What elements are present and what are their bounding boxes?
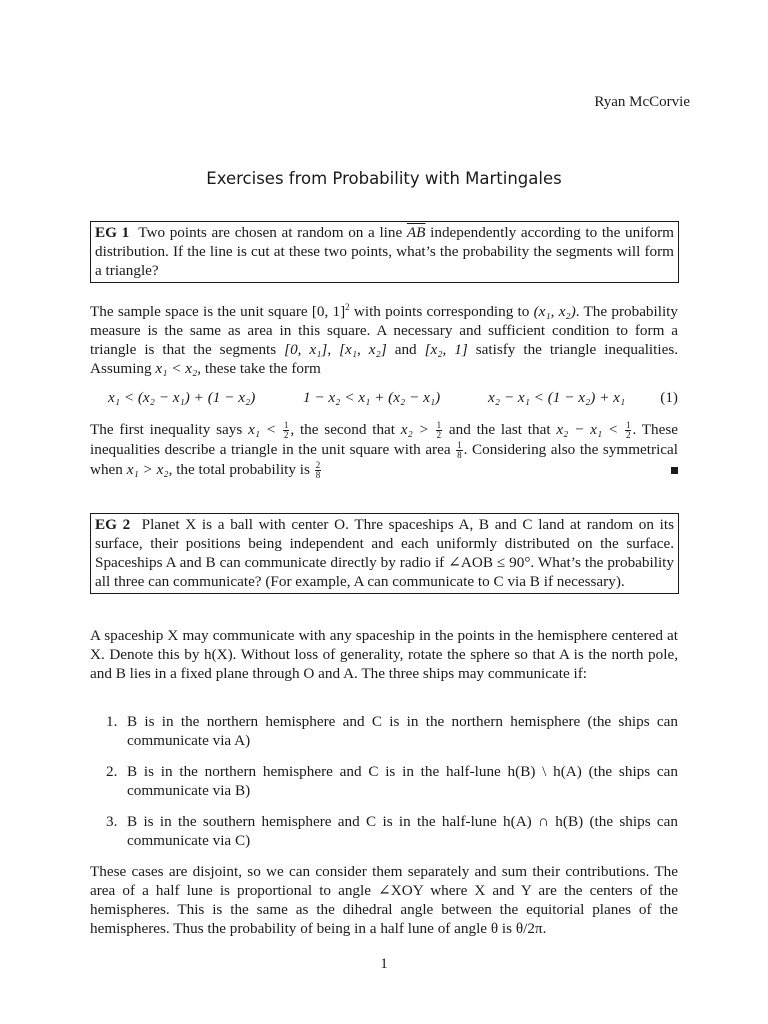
exercise-2-label: EG 2	[95, 516, 131, 533]
document-title: Exercises from Probability with Martingales	[206, 169, 562, 188]
fraction: $\frac{1}{8}$	[457, 440, 462, 461]
text-run: The sample space is the unit square	[90, 303, 312, 321]
list-item	[90, 812, 678, 850]
math-run: [0, x₁]	[284, 341, 328, 359]
inequality-1: x₁ < (x₂ − x₁) + (1 − x₂)	[108, 389, 256, 406]
text-run: , the second that	[290, 421, 401, 438]
math-run: x₂ − x₁ <	[556, 421, 619, 438]
math-run: [x₁, x₂]	[339, 341, 387, 359]
list-item-text: B is in the northern hemisphere and C is in the northern hemisphere (the ships can communicate via A)	[127, 713, 678, 749]
text-run: and	[386, 341, 425, 359]
solution-2-paragraph-2: These cases are disjoint, so we can consider them separately and sum their contributions. The area of a half lune is proportional to angle ∠XOY where X and Y are the centers of the hemispheres. This is the same as the dihedral angle between the equitorial planes of the hemispheres. Thus the probability of being in a half lune of angle θ is θ/2π.	[90, 863, 678, 937]
text-run: The first inequality says	[90, 421, 249, 438]
math-run: x₁ <	[248, 421, 277, 438]
math-run: [x₂, 1]	[424, 341, 468, 359]
math-run: [0, 1]	[311, 303, 346, 321]
list-item	[90, 762, 678, 800]
text-run: satisfy the triangle inequalities. Assuming	[90, 341, 679, 378]
list-item	[90, 712, 678, 750]
author-name: Ryan McCorvie	[594, 94, 690, 110]
solution-2-paragraph-1: A spaceship X may communicate with any spaceship in the points in the hemisphere centered at X. Denote this by h(X). Without loss of generality, rotate the sphere so that A is the north pole, and B lies in a fixed plane through O and A. The three ships may communicate if:	[90, 627, 678, 682]
inequality-3: x₂ − x₁ < (1 − x₂) + x₁	[488, 389, 626, 406]
case-list	[90, 712, 678, 862]
text-run: , these take the form	[197, 360, 321, 378]
text-run: and the last that	[443, 421, 557, 438]
page-number: 1	[380, 956, 388, 972]
text-run: , the total probability is	[168, 461, 314, 479]
text-run: ,	[327, 341, 340, 359]
solution-1-paragraph-1	[90, 298, 678, 378]
math-run: (x₁, x₂)	[533, 303, 576, 321]
exercise-1-line-name: $\overline{AB}$	[406, 224, 426, 241]
inequality-2: 1 − x₂ < x₁ + (x₂ − x₁)	[303, 389, 441, 406]
fraction: $\frac{1}{2}$	[283, 420, 289, 441]
math-run: x₁ < x₂	[155, 360, 198, 378]
text-run: . Considering also the symmetrical when	[90, 441, 678, 479]
equation-number: (1)	[660, 389, 678, 406]
exercise-1-text-a: Two points are chosen at random on a line	[138, 224, 407, 241]
math-run: x₂ >	[400, 421, 429, 438]
equation-1	[90, 388, 678, 408]
text-run: . The probability measure is the same as area in this square. A necessary and sufficient condition to form a triangle is that the segments	[90, 303, 678, 359]
exercise-1-text-b: independently according to the uniform distribution. If the line is cut at these two points, what’s the probability the segments will form a triangle?	[95, 224, 674, 279]
fraction: $\frac{2}{8}$	[315, 460, 321, 481]
solution-1-paragraph-2	[90, 420, 678, 480]
exercise-1-box	[90, 221, 679, 283]
fraction: $\frac{1}{2}$	[625, 420, 631, 441]
fraction: $\frac{1}{2}$	[436, 420, 442, 441]
exercise-1-label: EG 1	[95, 224, 130, 241]
math-run: x₁ > x₂	[126, 461, 169, 479]
list-item-number: 3.	[106, 813, 118, 830]
list-item-number: 1.	[106, 713, 118, 730]
exercise-2-text: Planet X is a ball with center O. Thre spaceships A, B and C land at random on its surface, their positions being independent and each uniformly distributed on the surface. Spaceships A and B can communicate directly by radio if ∠AOB ≤ 90°. What’s the probability all three can communicate? (For example, A can communicate to C via B if necessary).	[95, 516, 675, 590]
text-run: with points corresponding to	[349, 303, 534, 321]
math-superscript: 2	[345, 302, 350, 312]
list-item-number: 2.	[106, 763, 118, 780]
qed-square-icon	[671, 467, 678, 474]
text-run: . These inequalities describe a triangle in the unit square with area	[90, 421, 679, 459]
list-item-text: B is in the southern hemisphere and C is in the half-lune h(A) ∩ h(B) (the ships can communicate via C)	[127, 813, 678, 849]
list-item-text: B is in the northern hemisphere and C is in the half-lune h(B) \ h(A) (the ships can communicate via B)	[127, 763, 678, 799]
exercise-2-box	[90, 513, 679, 594]
